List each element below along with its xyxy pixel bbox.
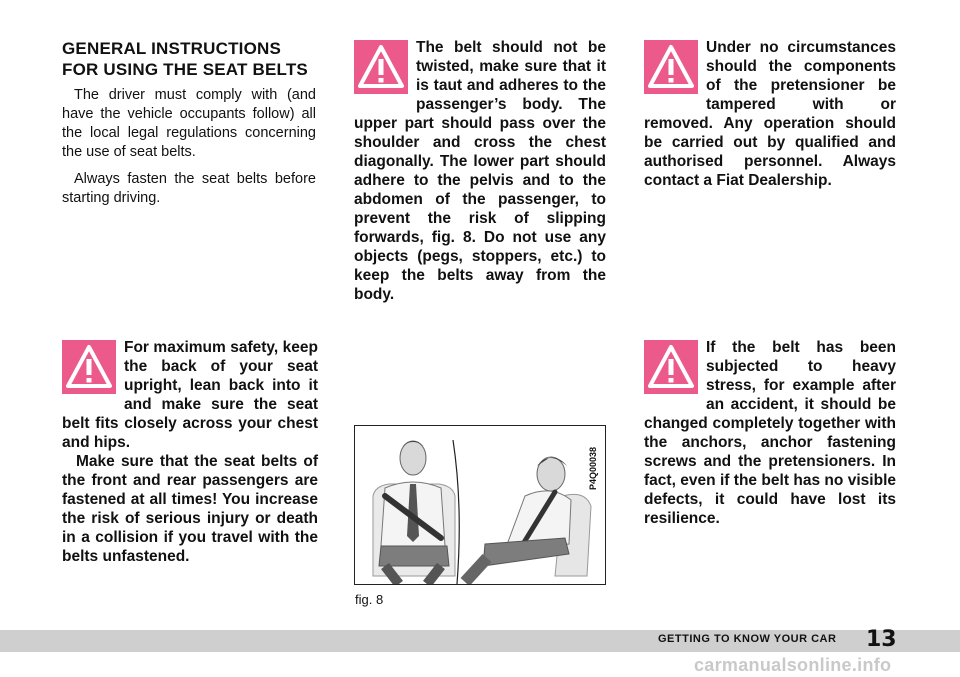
column-1: [62, 38, 316, 216]
figure-8-photo: [354, 425, 606, 585]
watermark: carmanualsonline.info: [694, 655, 892, 675]
warning-paragraph-1: For maximum safety, keep the back of your seat upright, lean back into it and make sure the seat belt fits closely across your chest and hips.: [62, 339, 318, 451]
warning-block-belt-position: [354, 38, 606, 304]
warning-triangle-icon: [354, 40, 408, 94]
figure-code: P4Q00038: [588, 446, 598, 490]
intro-paragraph-1: The driver must comply with (and have the vehicle occupants follow) all the local legal regulations concerning the use of seat belts.: [62, 87, 316, 160]
section-heading: [62, 38, 316, 80]
figure-caption: fig. 8: [355, 592, 384, 607]
section-label: GETTING TO KNOW YOUR CAR: [658, 633, 837, 645]
warning-block-pretensioner: [644, 38, 896, 190]
heading-line-2: FOR USING THE SEAT BELTS: [62, 60, 308, 79]
warning-triangle-icon: [644, 340, 698, 394]
warning-text-pretensioner: Under no circumstances should the components of the pretensioner be tampered with or removed. Any operation should be carried out by qualified and authorised personnel. Always contact a Fiat Dealership.: [644, 39, 896, 189]
warning-block-belt-stress: [644, 338, 896, 528]
warning-text-belt-position: The belt should not be twisted, make sure that it is taut and adheres to the passenger’s body. The upper part should pass over the shoulder and cross the chest diagonally. The lower part should adhere to the pelvis and to the abdomen of the passenger, to prevent the risk of slipping forwards, fig. 8. Do not use any objects (pegs, stoppers, etc.) to keep the belts away from the body.: [354, 39, 606, 303]
page-number: 13: [866, 627, 897, 652]
heading-line-1: GENERAL INSTRUCTIONS: [62, 39, 282, 58]
warning-text-belt-stress: If the belt has been subjected to heavy stress, for example after an accident, it should be changed completely together with the anchors, anchor fastening screws and the pretensioners. In fact, even if the belt has no visible defects, it could have lost its resilience.: [644, 339, 896, 527]
warning-block-seat-upright: [62, 338, 318, 566]
warning-paragraph-2: Make sure that the seat belts of the front and rear passengers are fastened at all times! You increase the risk of serious injury or death in a collision if you travel with the belts unfastened.: [62, 453, 318, 565]
intro-text: [62, 86, 316, 208]
intro-paragraph-2: Always fasten the seat belts before starting driving.: [62, 171, 316, 206]
warning-triangle-icon: [62, 340, 116, 394]
warning-triangle-icon: [644, 40, 698, 94]
